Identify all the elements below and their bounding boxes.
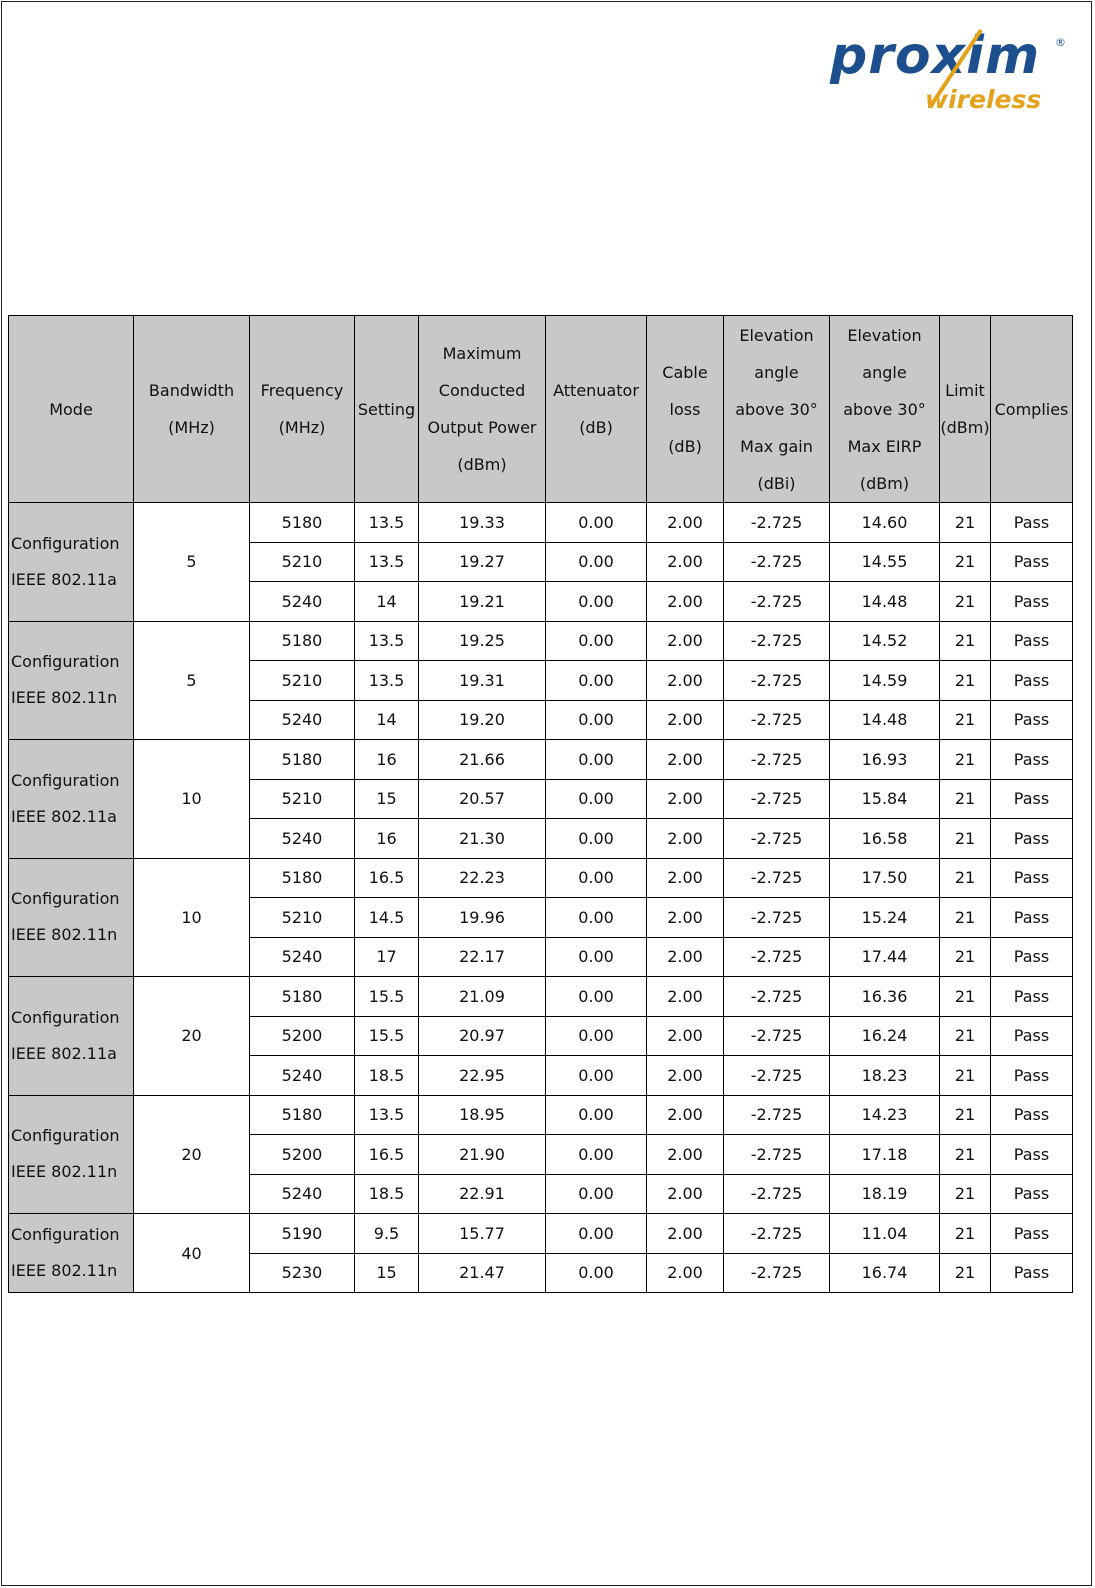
attenuator-cell: 0.00 <box>546 819 647 859</box>
cable-loss-cell: 2.00 <box>647 542 724 582</box>
setting-cell: 13.5 <box>355 503 419 543</box>
complies-cell: Pass <box>991 542 1073 582</box>
mode-line: Configuration <box>11 1007 120 1027</box>
mode-cell <box>9 1214 134 1293</box>
limit-cell: 21 <box>940 858 991 898</box>
elevation-gain-cell: -2.725 <box>724 661 830 701</box>
bandwidth-cell: 20 <box>134 1095 250 1214</box>
setting-cell: 18.5 <box>355 1174 419 1214</box>
limit-cell: 21 <box>940 503 991 543</box>
bandwidth-cell: 10 <box>134 858 250 977</box>
mode-cell <box>9 858 134 977</box>
complies-cell: Pass <box>991 819 1073 859</box>
frequency-cell: 5240 <box>250 1056 355 1096</box>
attenuator-cell: 0.00 <box>546 898 647 938</box>
frequency-cell: 5240 <box>250 1174 355 1214</box>
attenuator-cell: 0.00 <box>546 779 647 819</box>
setting-cell: 16.5 <box>355 858 419 898</box>
header-elevation-gain: Elevation angle above 30° Max gain (dBi) <box>724 316 830 503</box>
elevation-gain-cell: -2.725 <box>724 1016 830 1056</box>
cable-loss-cell: 2.00 <box>647 1214 724 1254</box>
complies-cell: Pass <box>991 1174 1073 1214</box>
frequency-cell: 5200 <box>250 1135 355 1175</box>
frequency-cell: 5240 <box>250 700 355 740</box>
complies-cell: Pass <box>991 1214 1073 1254</box>
mode-line: IEEE 802.11n <box>11 1261 118 1280</box>
complies-cell: Pass <box>991 1095 1073 1135</box>
elevation-eirp-cell: 17.18 <box>830 1135 940 1175</box>
limit-cell: 21 <box>940 1174 991 1214</box>
mode-line: IEEE 802.11a <box>11 806 117 826</box>
cable-loss-cell: 2.00 <box>647 582 724 622</box>
setting-cell: 14 <box>355 582 419 622</box>
mode-line: IEEE 802.11n <box>11 688 118 708</box>
elevation-eirp-cell: 17.44 <box>830 937 940 977</box>
elevation-eirp-cell: 16.74 <box>830 1253 940 1293</box>
limit-cell: 21 <box>940 740 991 780</box>
bandwidth-cell: 10 <box>134 740 250 859</box>
setting-cell: 16 <box>355 819 419 859</box>
elevation-gain-cell: -2.725 <box>724 819 830 859</box>
mode-line: Configuration <box>11 1225 120 1244</box>
header-attenuator: Attenuator (dB) <box>546 316 647 503</box>
elevation-eirp-cell: 16.58 <box>830 819 940 859</box>
complies-cell: Pass <box>991 700 1073 740</box>
setting-cell: 17 <box>355 937 419 977</box>
bandwidth-cell: 5 <box>134 503 250 622</box>
elevation-gain-cell: -2.725 <box>724 1214 830 1254</box>
setting-cell: 15.5 <box>355 977 419 1017</box>
elevation-gain-cell: -2.725 <box>724 542 830 582</box>
header-limit: Limit (dBm) <box>940 316 991 503</box>
cable-loss-cell: 2.00 <box>647 700 724 740</box>
table-row <box>9 621 1073 661</box>
table-row <box>9 858 1073 898</box>
conducted-power-table <box>8 315 1073 1293</box>
elevation-eirp-cell: 15.24 <box>830 898 940 938</box>
registered-mark: ® <box>1055 36 1066 49</box>
elevation-eirp-cell: 14.60 <box>830 503 940 543</box>
bandwidth-cell: 5 <box>134 621 250 740</box>
elevation-gain-cell: -2.725 <box>724 700 830 740</box>
limit-cell: 21 <box>940 661 991 701</box>
attenuator-cell: 0.00 <box>546 1135 647 1175</box>
setting-cell: 18.5 <box>355 1056 419 1096</box>
attenuator-cell: 0.00 <box>546 1253 647 1293</box>
header-bandwidth: Bandwidth (MHz) <box>134 316 250 503</box>
setting-cell: 14.5 <box>355 898 419 938</box>
elevation-gain-cell: -2.725 <box>724 503 830 543</box>
setting-cell: 13.5 <box>355 542 419 582</box>
attenuator-cell: 0.00 <box>546 661 647 701</box>
complies-cell: Pass <box>991 858 1073 898</box>
attenuator-cell: 0.00 <box>546 542 647 582</box>
header-mode: Mode <box>9 316 134 503</box>
max-power-cell: 19.31 <box>419 661 546 701</box>
elevation-eirp-cell: 16.36 <box>830 977 940 1017</box>
frequency-cell: 5180 <box>250 1095 355 1135</box>
header-complies: Complies <box>991 316 1073 503</box>
max-power-cell: 19.96 <box>419 898 546 938</box>
elevation-gain-cell: -2.725 <box>724 740 830 780</box>
header-max-power: Maximum Conducted Output Power (dBm) <box>419 316 546 503</box>
attenuator-cell: 0.00 <box>546 503 647 543</box>
elevation-gain-cell: -2.725 <box>724 582 830 622</box>
cable-loss-cell: 2.00 <box>647 1016 724 1056</box>
frequency-cell: 5240 <box>250 937 355 977</box>
limit-cell: 21 <box>940 582 991 622</box>
limit-cell: 21 <box>940 1016 991 1056</box>
mode-line: IEEE 802.11a <box>11 569 117 589</box>
elevation-eirp-cell: 16.24 <box>830 1016 940 1056</box>
frequency-cell: 5240 <box>250 582 355 622</box>
max-power-cell: 21.30 <box>419 819 546 859</box>
elevation-gain-cell: -2.725 <box>724 1174 830 1214</box>
max-power-cell: 22.23 <box>419 858 546 898</box>
complies-cell: Pass <box>991 1056 1073 1096</box>
frequency-cell: 5210 <box>250 779 355 819</box>
frequency-cell: 5180 <box>250 858 355 898</box>
complies-cell: Pass <box>991 661 1073 701</box>
max-power-cell: 15.77 <box>419 1214 546 1254</box>
bandwidth-cell: 40 <box>134 1214 250 1293</box>
attenuator-cell: 0.00 <box>546 1214 647 1254</box>
mode-line: Configuration <box>11 889 120 909</box>
frequency-cell: 5200 <box>250 1016 355 1056</box>
cable-loss-cell: 2.00 <box>647 819 724 859</box>
setting-cell: 15 <box>355 1253 419 1293</box>
limit-cell: 21 <box>940 542 991 582</box>
header-elevation-eirp: Elevation angle above 30° Max EIRP (dBm) <box>830 316 940 503</box>
elevation-gain-cell: -2.725 <box>724 1135 830 1175</box>
max-power-cell: 20.57 <box>419 779 546 819</box>
header-cable-loss: Cable loss (dB) <box>647 316 724 503</box>
attenuator-cell: 0.00 <box>546 1016 647 1056</box>
elevation-eirp-cell: 14.59 <box>830 661 940 701</box>
setting-cell: 14 <box>355 700 419 740</box>
mode-cell <box>9 977 134 1096</box>
mode-line: Configuration <box>11 1126 120 1146</box>
frequency-cell: 5180 <box>250 740 355 780</box>
cable-loss-cell: 2.00 <box>647 503 724 543</box>
mode-line: Configuration <box>11 770 120 790</box>
limit-cell: 21 <box>940 1095 991 1135</box>
mode-cell <box>9 740 134 859</box>
logo-brand: proxim <box>830 26 1041 86</box>
limit-cell: 21 <box>940 977 991 1017</box>
elevation-eirp-cell: 17.50 <box>830 858 940 898</box>
elevation-eirp-cell: 14.55 <box>830 542 940 582</box>
attenuator-cell: 0.00 <box>546 1056 647 1096</box>
table-row <box>9 977 1073 1017</box>
elevation-gain-cell: -2.725 <box>724 1253 830 1293</box>
limit-cell: 21 <box>940 700 991 740</box>
complies-cell: Pass <box>991 1253 1073 1293</box>
elevation-eirp-cell: 14.52 <box>830 621 940 661</box>
attenuator-cell: 0.00 <box>546 937 647 977</box>
cable-loss-cell: 2.00 <box>647 1095 724 1135</box>
frequency-cell: 5180 <box>250 621 355 661</box>
max-power-cell: 19.20 <box>419 700 546 740</box>
max-power-cell: 19.27 <box>419 542 546 582</box>
mode-line: IEEE 802.11n <box>11 1162 118 1182</box>
frequency-cell: 5230 <box>250 1253 355 1293</box>
max-power-cell: 21.66 <box>419 740 546 780</box>
limit-cell: 21 <box>940 819 991 859</box>
table-header-row <box>9 316 1073 503</box>
max-power-cell: 21.47 <box>419 1253 546 1293</box>
limit-cell: 21 <box>940 1253 991 1293</box>
max-power-cell: 19.33 <box>419 503 546 543</box>
complies-cell: Pass <box>991 937 1073 977</box>
elevation-gain-cell: -2.725 <box>724 977 830 1017</box>
mode-cell <box>9 1095 134 1214</box>
mode-line: IEEE 802.11n <box>11 925 118 945</box>
limit-cell: 21 <box>940 937 991 977</box>
setting-cell: 16.5 <box>355 1135 419 1175</box>
cable-loss-cell: 2.00 <box>647 1174 724 1214</box>
frequency-cell: 5240 <box>250 819 355 859</box>
limit-cell: 21 <box>940 1214 991 1254</box>
elevation-eirp-cell: 14.23 <box>830 1095 940 1135</box>
cable-loss-cell: 2.00 <box>647 1056 724 1096</box>
elevation-eirp-cell: 16.93 <box>830 740 940 780</box>
setting-cell: 15 <box>355 779 419 819</box>
elevation-eirp-cell: 11.04 <box>830 1214 940 1254</box>
max-power-cell: 21.90 <box>419 1135 546 1175</box>
complies-cell: Pass <box>991 621 1073 661</box>
mode-cell <box>9 503 134 622</box>
attenuator-cell: 0.00 <box>546 1095 647 1135</box>
limit-cell: 21 <box>940 779 991 819</box>
header-setting: Setting <box>355 316 419 503</box>
elevation-gain-cell: -2.725 <box>724 779 830 819</box>
table-row <box>9 1095 1073 1135</box>
max-power-cell: 19.25 <box>419 621 546 661</box>
frequency-cell: 5180 <box>250 503 355 543</box>
table-row <box>9 503 1073 543</box>
cable-loss-cell: 2.00 <box>647 1135 724 1175</box>
attenuator-cell: 0.00 <box>546 1174 647 1214</box>
setting-cell: 15.5 <box>355 1016 419 1056</box>
table-body <box>9 503 1073 1293</box>
limit-cell: 21 <box>940 898 991 938</box>
max-power-cell: 19.21 <box>419 582 546 622</box>
complies-cell: Pass <box>991 582 1073 622</box>
elevation-eirp-cell: 15.84 <box>830 779 940 819</box>
frequency-cell: 5190 <box>250 1214 355 1254</box>
max-power-cell: 22.91 <box>419 1174 546 1214</box>
mode-line: IEEE 802.11a <box>11 1043 117 1063</box>
max-power-cell: 22.17 <box>419 937 546 977</box>
frequency-cell: 5180 <box>250 977 355 1017</box>
cable-loss-cell: 2.00 <box>647 977 724 1017</box>
attenuator-cell: 0.00 <box>546 858 647 898</box>
limit-cell: 21 <box>940 621 991 661</box>
cable-loss-cell: 2.00 <box>647 1253 724 1293</box>
elevation-eirp-cell: 14.48 <box>830 700 940 740</box>
elevation-gain-cell: -2.725 <box>724 1095 830 1135</box>
attenuator-cell: 0.00 <box>546 621 647 661</box>
elevation-gain-cell: -2.725 <box>724 858 830 898</box>
complies-cell: Pass <box>991 779 1073 819</box>
setting-cell: 9.5 <box>355 1214 419 1254</box>
table-row <box>9 740 1073 780</box>
cable-loss-cell: 2.00 <box>647 937 724 977</box>
complies-cell: Pass <box>991 1016 1073 1056</box>
attenuator-cell: 0.00 <box>546 700 647 740</box>
max-power-cell: 22.95 <box>419 1056 546 1096</box>
cable-loss-cell: 2.00 <box>647 779 724 819</box>
frequency-cell: 5210 <box>250 898 355 938</box>
cable-loss-cell: 2.00 <box>647 858 724 898</box>
attenuator-cell: 0.00 <box>546 977 647 1017</box>
cable-loss-cell: 2.00 <box>647 661 724 701</box>
max-power-cell: 18.95 <box>419 1095 546 1135</box>
limit-cell: 21 <box>940 1056 991 1096</box>
mode-line: Configuration <box>11 652 120 672</box>
elevation-eirp-cell: 14.48 <box>830 582 940 622</box>
cable-loss-cell: 2.00 <box>647 740 724 780</box>
complies-cell: Pass <box>991 898 1073 938</box>
proxim-logo <box>830 26 1070 118</box>
frequency-cell: 5210 <box>250 661 355 701</box>
max-power-cell: 20.97 <box>419 1016 546 1056</box>
limit-cell: 21 <box>940 1135 991 1175</box>
setting-cell: 13.5 <box>355 621 419 661</box>
complies-cell: Pass <box>991 740 1073 780</box>
setting-cell: 13.5 <box>355 661 419 701</box>
elevation-gain-cell: -2.725 <box>724 621 830 661</box>
header-frequency: Frequency (MHz) <box>250 316 355 503</box>
setting-cell: 13.5 <box>355 1095 419 1135</box>
elevation-eirp-cell: 18.19 <box>830 1174 940 1214</box>
mode-line: Configuration <box>11 533 120 553</box>
logo-tagline: wireless <box>925 85 1042 114</box>
setting-cell: 16 <box>355 740 419 780</box>
bandwidth-cell: 20 <box>134 977 250 1096</box>
complies-cell: Pass <box>991 977 1073 1017</box>
frequency-cell: 5210 <box>250 542 355 582</box>
complies-cell: Pass <box>991 1135 1073 1175</box>
attenuator-cell: 0.00 <box>546 582 647 622</box>
attenuator-cell: 0.00 <box>546 740 647 780</box>
elevation-eirp-cell: 18.23 <box>830 1056 940 1096</box>
elevation-gain-cell: -2.725 <box>724 898 830 938</box>
cable-loss-cell: 2.00 <box>647 898 724 938</box>
elevation-gain-cell: -2.725 <box>724 937 830 977</box>
complies-cell: Pass <box>991 503 1073 543</box>
mode-cell <box>9 621 134 740</box>
table-row <box>9 1214 1073 1254</box>
max-power-cell: 21.09 <box>419 977 546 1017</box>
cable-loss-cell: 2.00 <box>647 621 724 661</box>
elevation-gain-cell: -2.725 <box>724 1056 830 1096</box>
